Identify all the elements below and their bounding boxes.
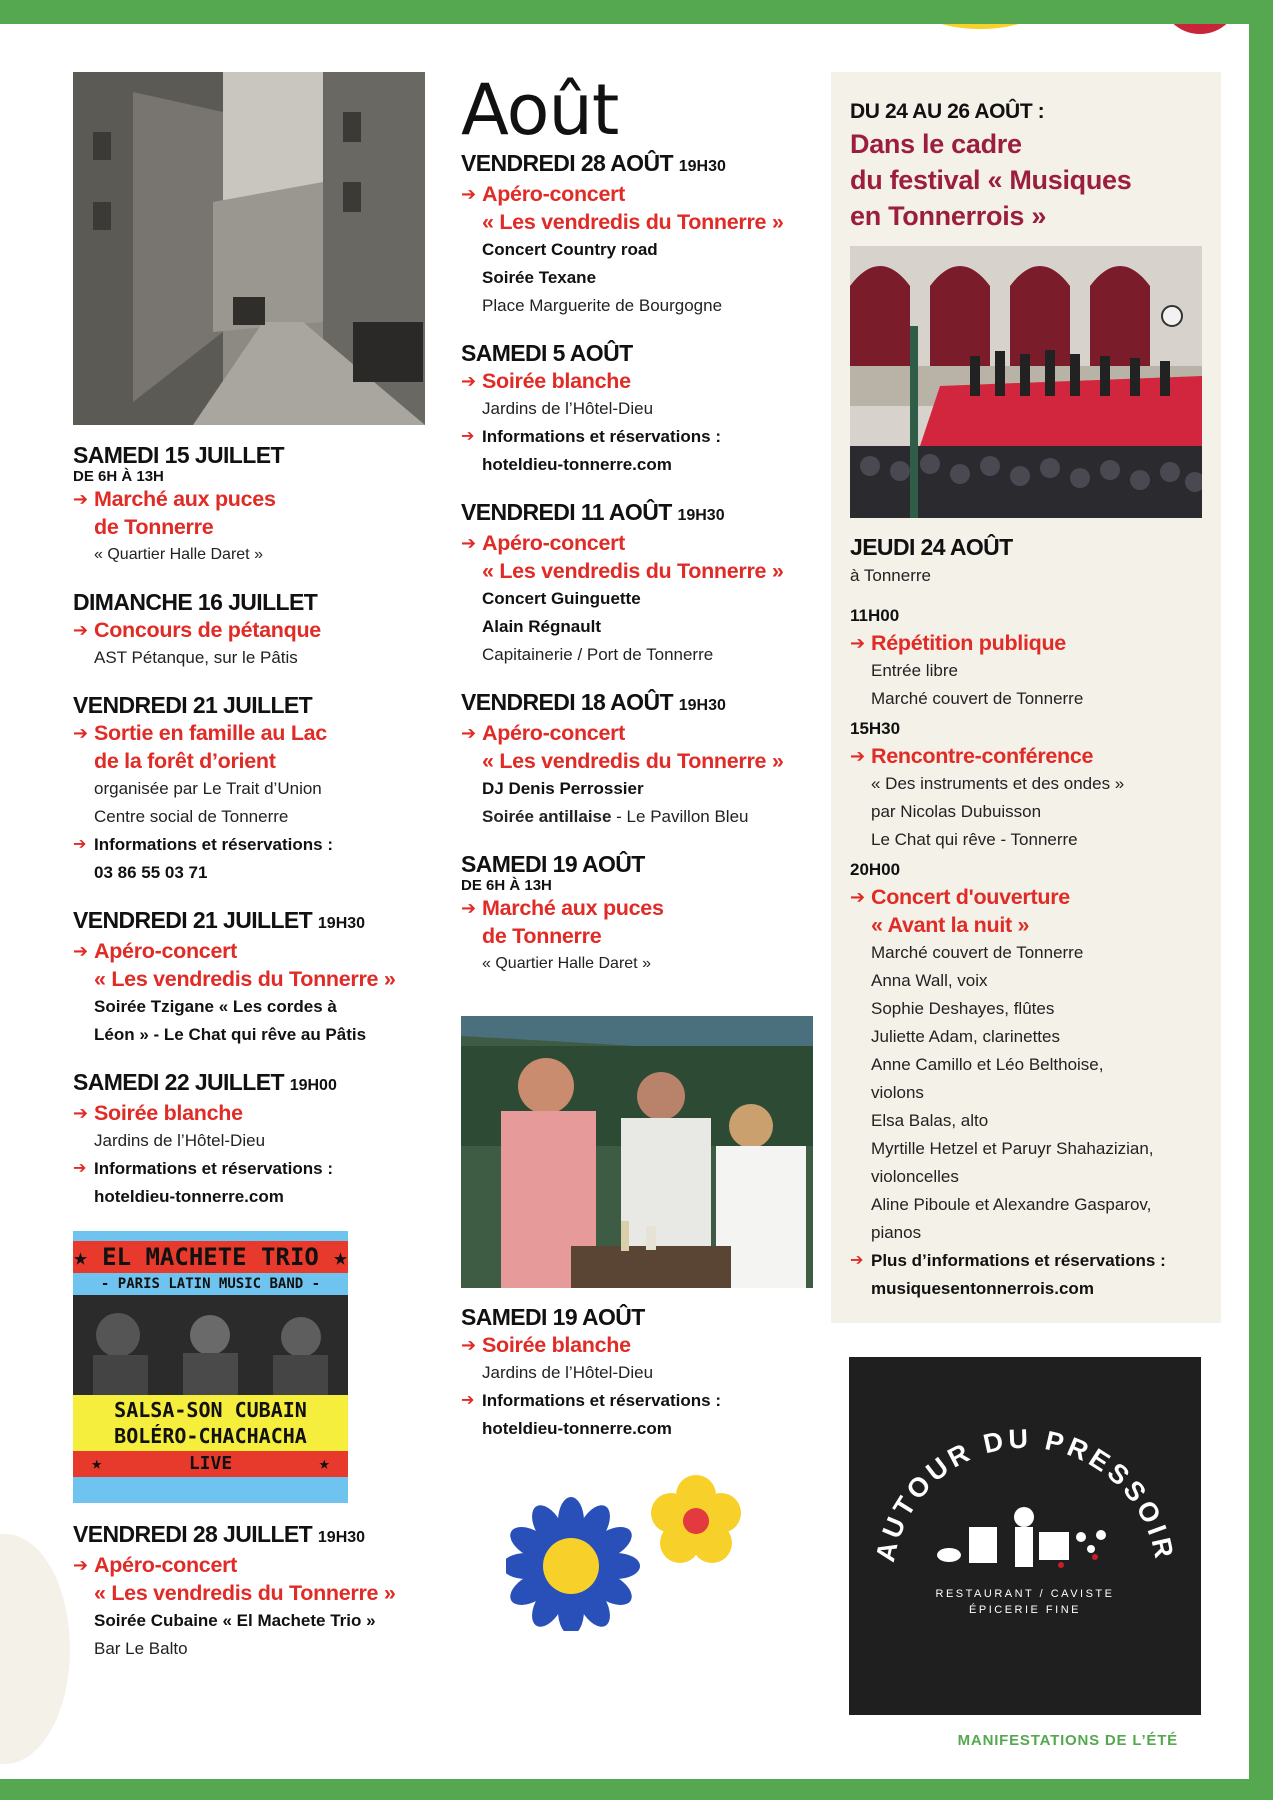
festival-dates: DU 24 AU 26 AOÛT : — [850, 100, 1045, 123]
event-detail: Alain Régnault — [482, 617, 602, 636]
arrow-icon: ➔ — [461, 898, 476, 918]
event-date: VENDREDI 11 AOÛT 19H30 — [461, 499, 725, 525]
band-photo-icon — [73, 1295, 348, 1395]
arrow-icon: ➔ — [850, 1252, 864, 1269]
event-title: ➔ Marché aux puces — [461, 896, 664, 920]
event-website-link[interactable]: hoteldieu-tonnerre.com — [482, 1419, 672, 1438]
event-title-cont: « Les vendredis du Tonnerre » — [94, 967, 396, 991]
event-info: ➔ Informations et réservations : — [73, 1155, 433, 1183]
event-website-link[interactable]: hoteldieu-tonnerre.com — [482, 455, 672, 474]
column-festival — [831, 72, 1221, 1715]
event-title: ➔ Apéro-concert — [461, 721, 626, 745]
arrow-icon: ➔ — [461, 533, 476, 553]
slot-line: Entrée libre — [871, 661, 958, 680]
pressoir-logo-icon — [849, 1357, 1201, 1715]
event-date: SAMEDI 5 AOÛT — [461, 340, 633, 366]
event-date: SAMEDI 19 AOÛT — [461, 851, 645, 877]
machete-trio-poster — [73, 1231, 348, 1503]
slot-line: Le Chat qui rêve - Tonnerre — [871, 830, 1078, 849]
slot-line: violons — [871, 1083, 924, 1102]
event-aug-28 — [461, 150, 821, 320]
event-july-22 — [73, 1069, 433, 1211]
event-july-21-lake — [73, 692, 433, 887]
event-detail: Soirée Tzigane « Les cordes à — [94, 997, 337, 1016]
event-date: VENDREDI 21 JUILLET 19H30 — [73, 907, 366, 933]
slot-time: 11H00 — [850, 606, 900, 625]
poster-line-bolero: BOLÉRO-CHACHACHA — [73, 1423, 348, 1451]
arrow-icon: ➔ — [73, 620, 88, 640]
event-website-link[interactable]: hoteldieu-tonnerre.com — [94, 1187, 284, 1206]
event-place: Jardins de l’Hôtel-Dieu — [482, 399, 654, 418]
event-title: ➔ Apéro-concert — [73, 1553, 238, 1577]
event-title: ➔ Soirée blanche — [461, 1333, 631, 1357]
arrow-icon: ➔ — [850, 633, 865, 653]
event-july-16 — [73, 589, 433, 672]
festival-day: JEUDI 24 AOÛT — [850, 534, 1013, 560]
slot-title-cont: « Avant la nuit » — [871, 913, 1030, 937]
event-phone[interactable]: 03 86 55 03 71 — [94, 863, 208, 882]
event-title-cont: « Les vendredis du Tonnerre » — [482, 559, 784, 583]
event-date: SAMEDI 19 AOÛT — [461, 1304, 645, 1330]
event-title: ➔ Soirée blanche — [461, 369, 631, 393]
slot-line: Aline Piboule et Alexandre Gasparov, — [871, 1195, 1152, 1214]
event-detail: Soirée Cubaine « El Machete Trio » — [94, 1611, 376, 1630]
month-title: Août — [461, 69, 619, 151]
slot-title: ➔ Rencontre-conférence — [850, 744, 1094, 768]
event-aug-11 — [461, 499, 821, 669]
people-image-icon — [461, 1016, 813, 1288]
slot-line: violoncelles — [871, 1167, 959, 1186]
concert-photo — [850, 246, 1202, 518]
slot-title: ➔ Concert d'ouverture — [850, 885, 1070, 909]
event-place: « Quartier Halle Daret » — [482, 955, 651, 972]
event-date: DIMANCHE 16 JUILLET — [73, 589, 318, 615]
event-place: Capitainerie / Port de Tonnerre — [482, 645, 714, 664]
slot-line: Anna Wall, voix — [871, 971, 988, 990]
arrow-icon: ➔ — [850, 746, 865, 766]
poster-subtitle: - PARIS LATIN MUSIC BAND - — [73, 1273, 348, 1295]
event-title: ➔ Concours de pétanque — [73, 618, 321, 642]
event-detail: Léon » - Le Chat qui rêve au Pâtis — [94, 1025, 367, 1044]
orchestra-image-icon — [850, 246, 1202, 518]
slot-title: ➔ Répétition publique — [850, 631, 1066, 655]
flowers-decoration — [506, 1471, 766, 1631]
arrow-icon: ➔ — [73, 723, 88, 743]
slot-line: pianos — [871, 1223, 922, 1242]
event-aug-19-white — [461, 1304, 821, 1443]
poster-live: ★ LIVE ★ — [73, 1451, 348, 1477]
event-july-21-concert — [73, 907, 433, 1049]
page — [0, 24, 1249, 1779]
autour-du-pressoir-ad — [849, 1357, 1201, 1715]
event-title: ➔ Marché aux puces — [73, 487, 276, 511]
event-date: VENDREDI 28 JUILLET 19H30 — [73, 1521, 366, 1547]
poster-line-salsa: SALSA-SON CUBAIN — [73, 1395, 348, 1423]
festival-info: ➔ Plus d’informations et réservations : — [850, 1247, 1203, 1275]
event-july-15 — [73, 442, 433, 569]
event-date: VENDREDI 21 JUILLET — [73, 692, 313, 718]
arrow-icon: ➔ — [73, 1160, 87, 1177]
arrow-icon: ➔ — [461, 723, 476, 743]
column-july — [73, 72, 433, 1663]
arrow-icon: ➔ — [461, 428, 475, 445]
festival-box — [831, 72, 1221, 1323]
event-july-28 — [73, 1521, 433, 1663]
event-title: ➔ Apéro-concert — [461, 182, 626, 206]
top-flower-decoration — [900, 24, 1249, 54]
event-aug-5 — [461, 340, 821, 479]
event-date: SAMEDI 15 JUILLET — [73, 442, 284, 468]
event-info: ➔ Informations et réservations : — [461, 1387, 821, 1415]
event-title-cont: « Les vendredis du Tonnerre » — [482, 210, 784, 234]
arrow-icon: ➔ — [73, 941, 88, 961]
event-detail: Concert Guinguette — [482, 589, 641, 608]
slot-line: Elsa Balas, alto — [871, 1111, 989, 1130]
festival-website-link[interactable]: musiquesentonnerrois.com — [871, 1279, 1094, 1298]
event-organizer-cont: Centre social de Tonnerre — [94, 807, 289, 826]
event-detail: DJ Denis Perrossier — [482, 779, 644, 798]
arrow-icon: ➔ — [73, 836, 87, 853]
event-aug-18 — [461, 689, 821, 831]
slot-line: Juliette Adam, clarinettes — [871, 1027, 1060, 1046]
svg-text:RESTAURANT / CAVISTE: RESTAURANT / CAVISTE — [935, 1588, 1115, 1600]
festival-title: en Tonnerrois » — [850, 201, 1047, 231]
event-title-cont: de Tonnerre — [94, 515, 214, 539]
event-title: ➔ Soirée blanche — [73, 1101, 243, 1125]
footer-section-label: MANIFESTATIONS DE L’ÉTÉ — [957, 1732, 1178, 1749]
event-title-cont: « Les vendredis du Tonnerre » — [94, 1581, 396, 1605]
beige-decoration — [0, 1534, 70, 1764]
arrow-icon: ➔ — [461, 1392, 475, 1409]
arrow-icon: ➔ — [850, 887, 865, 907]
arrow-icon: ➔ — [461, 1335, 476, 1355]
event-info: ➔ Informations et réservations : — [73, 831, 433, 859]
event-title-cont: de Tonnerre — [482, 924, 602, 948]
people-photo — [461, 1016, 813, 1288]
event-place: Jardins de l’Hôtel-Dieu — [94, 1131, 266, 1150]
slot-line: Marché couvert de Tonnerre — [871, 943, 1084, 962]
slot-line: Myrtille Hetzel et Paruyr Shahazizian, — [871, 1139, 1154, 1158]
event-place: AST Pétanque, sur le Pâtis — [94, 648, 298, 667]
event-place: Jardins de l’Hôtel-Dieu — [482, 1363, 654, 1382]
event-date: VENDREDI 18 AOÛT 19H30 — [461, 689, 726, 715]
poster-title: ★ EL MACHETE TRIO ★ — [73, 1243, 348, 1271]
event-title: ➔ Apéro-concert — [73, 939, 238, 963]
arrow-icon: ➔ — [461, 371, 476, 391]
slot-line: Anne Camillo et Léo Belthoise, — [871, 1055, 1104, 1074]
festival-title: du festival « Musiques — [850, 165, 1132, 195]
event-hours: DE 6H À 13H — [73, 468, 164, 485]
festival-title: Dans le cadre — [850, 129, 1022, 159]
old-street-image-icon — [73, 72, 425, 425]
event-organizer: organisée par Le Trait d’Union — [94, 779, 322, 798]
arrow-icon: ➔ — [73, 489, 88, 509]
slot-line: Sophie Deshayes, flûtes — [871, 999, 1055, 1018]
event-info: ➔ Informations et réservations : — [461, 423, 821, 451]
event-title: ➔ Sortie en famille au Lac — [73, 721, 327, 745]
svg-text:AUTOUR DU PRESSOIR: AUTOUR DU PRESSOIR — [870, 1423, 1180, 1565]
old-street-photo — [73, 72, 425, 425]
arrow-icon: ➔ — [73, 1555, 88, 1575]
slot-time: 20H00 — [850, 860, 901, 879]
event-date: SAMEDI 22 JUILLET 19H00 — [73, 1069, 337, 1095]
arrow-icon: ➔ — [461, 184, 476, 204]
slot-line: par Nicolas Dubuisson — [871, 802, 1042, 821]
slot-line: « Des instruments et des ondes » — [871, 774, 1125, 793]
event-hours: DE 6H À 13H — [461, 877, 552, 894]
event-detail: Soirée Texane — [482, 268, 597, 287]
slot-line: Marché couvert de Tonnerre — [871, 689, 1084, 708]
event-place: Place Marguerite de Bourgogne — [482, 296, 723, 315]
event-detail-mixed: Soirée antillaise - Le Pavillon Bleu — [482, 807, 749, 826]
column-august — [461, 52, 821, 1631]
event-date: VENDREDI 28 AOÛT 19H30 — [461, 150, 726, 176]
slot-time: 15H30 — [850, 719, 901, 738]
arrow-icon: ➔ — [73, 1103, 88, 1123]
event-place: « Quartier Halle Daret » — [94, 546, 263, 563]
event-title: ➔ Apéro-concert — [461, 531, 626, 555]
festival-day-place: à Tonnerre — [850, 566, 931, 585]
svg-text:ÉPICERIE FINE: ÉPICERIE FINE — [969, 1604, 1081, 1616]
event-title-cont: « Les vendredis du Tonnerre » — [482, 749, 784, 773]
event-detail: Concert Country road — [482, 240, 658, 259]
event-title-cont: de la forêt d’orient — [94, 749, 276, 773]
event-place: Bar Le Balto — [94, 1639, 188, 1658]
event-aug-19-market — [461, 851, 821, 978]
